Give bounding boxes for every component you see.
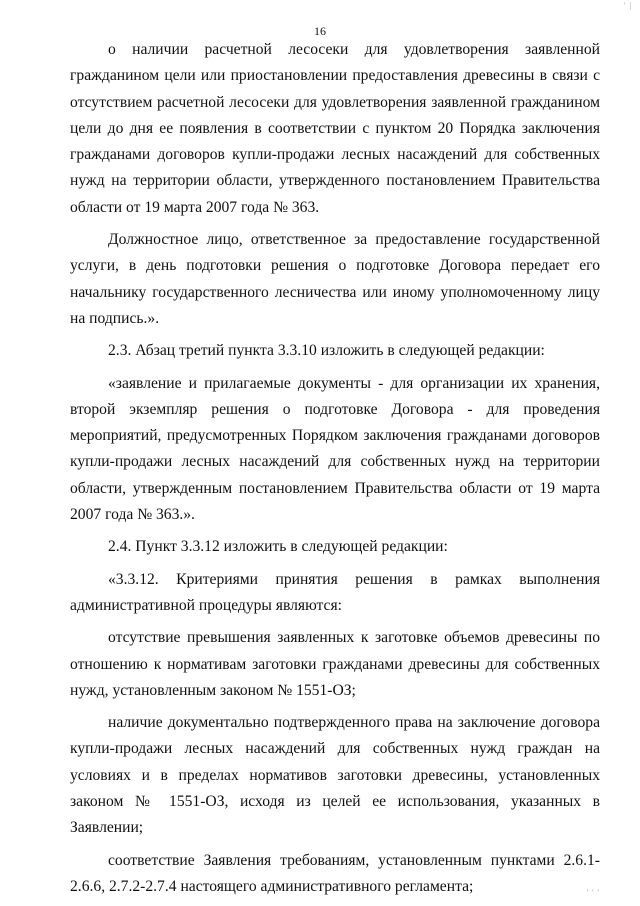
scan-corner-mark-bottom: ' ' ' [586,888,600,897]
paragraph-amendment-2-3-text: «заявление и прилагаемые документы - для организации их хранения, второй экземпляр решения о подготовке Договора - для проведения мероприятий, предусмотренных Порядком заключения гражданами договоров купли-продажи лесных насаждений для собственных нужд на территории области, утвержденным постановлением Правительства области от 19 марта 2007 года № 363.». [70,374,600,524]
paragraph-criterion-compliance: соответствие Заявления требованиям, установленным пунктами 2.6.1-2.6.6, 2.7.2-2.7.4 настоящего административного регламента; [70,851,600,895]
paragraph-continuation: о наличии расчетной лесосеки для удовлетворения заявленной гражданином цели или приостановлении предоставления древесины в связи с отсутствием расчетной лесосеки для удовлетворения заявленной гражданином цели до дня ее появления в соответствии с пунктом 20 Порядка заключения гражданами договоров купли-продажи лесных насаждений для собственных нужд на территории области, утвержденного постановлением Правительства области от 19 марта 2007 года № 363. [70,41,600,216]
document-body [70,37,600,906]
paragraph-amendment-2-3: 2.3. Абзац третий пункта 3.3.10 изложить в следующей редакции: [108,342,545,360]
page-number: 16 [314,24,326,38]
paragraph-official-responsible: Должностное лицо, ответственное за предоставление государственной услуги, в день подготовки решения о подготовке Договора передает его начальнику государственного лесничества или иному уполномоченному лицу на подпись.». [70,231,600,327]
paragraph-criterion-volume: отсутствие превышения заявленных к заготовке объемов древесины по отношению к нормативам заготовки гражданами древесины для собственных нужд, установленным законом № 1551-ОЗ; [70,629,600,699]
paragraph-criterion-right: наличие документально подтвержденного права на заключение договора купли-продажи лесных насаждений для собственных нужд граждан на условиях и в пределах нормативов заготовки древесины, установленных законом № 1551-ОЗ, исходя из целей ее использования, указанных в Заявлении; [70,714,600,837]
scan-corner-mark-top: ' | [623,1,632,10]
paragraph-amendment-2-4: 2.4. Пункт 3.3.12 изложить в следующей редакции: [108,538,448,556]
paragraph-criteria-heading: «3.3.12. Критериями принятия решения в рамках выполнения административной процедуры являются: [70,570,600,614]
